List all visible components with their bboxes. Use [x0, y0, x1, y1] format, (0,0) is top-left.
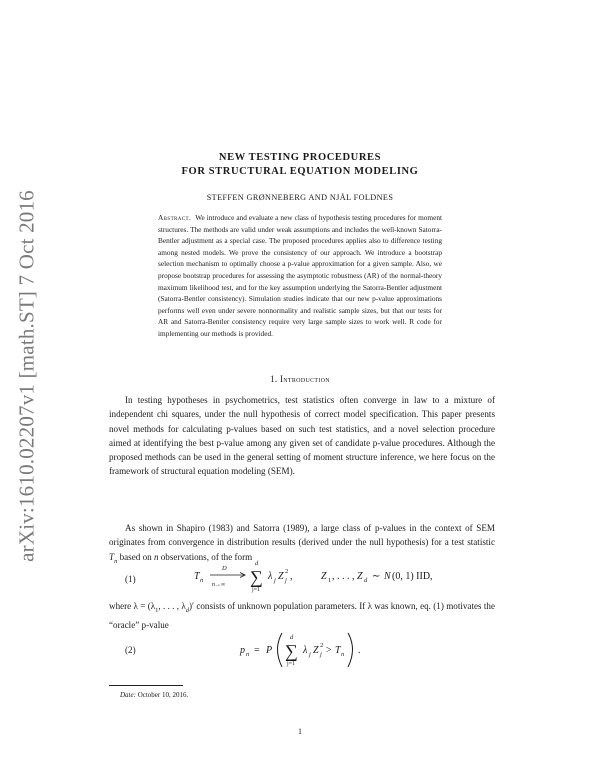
svg-text:N: N [384, 571, 391, 582]
svg-text:n: n [341, 651, 345, 658]
svg-text:n: n [246, 651, 250, 658]
paper-authors: STEFFEN GRØNNEBERG AND NJÅL FOLDNES [206, 193, 394, 202]
svg-text:Z: Z [313, 645, 319, 656]
intro-paragraph-2: As shown in Shapiro (1983) and Satorra (1989), a large class of p-values in the context of SEM originates from convergence in distribution results (derived under the null hypothesis) for a test statistic $T_n$ based on n observations, of the form [109, 523, 495, 565]
svg-text:λ: λ [303, 645, 308, 656]
equation-2-number: (2) [125, 645, 136, 655]
svg-text:d: d [364, 577, 368, 584]
footnote-text: October 10, 2016. [137, 691, 189, 699]
svg-text:n: n [200, 577, 204, 584]
svg-text:(0, 1) IID,: (0, 1) IID, [392, 571, 433, 582]
svg-text:T: T [335, 645, 341, 656]
svg-text:P: P [266, 645, 273, 656]
p2-text-c: observations, of the form [158, 551, 253, 562]
svg-text:j=1: j=1 [287, 661, 296, 667]
page-number: 1 [298, 727, 302, 736]
intro-paragraph-1: In testing hypotheses in psychometrics, test statistics often converge in law to a mixture of independent chi squares, under the null hypothesis of correct model specification. This paper presents novel methods for calculating p-values based on such test statistics, and a novel selection procedure aimed at identifying the best p-value among any given set of candidate p-value procedures. Although the proposed methods can be used in the general setting of moment structure inference, we here focus on the framework of structural equation modeling (SEM). [109, 395, 495, 477]
svg-text:, . . . ,: , . . . , [332, 571, 355, 582]
svg-text:.: . [358, 645, 361, 656]
svg-text:>: > [326, 645, 332, 656]
svg-text:∑: ∑ [285, 641, 298, 661]
svg-text:n→∞: n→∞ [212, 582, 226, 588]
p3-text-c: )′ consists of unknown population parameters. If λ was known, eq. (1) motivates the “oracle” p-value [109, 601, 495, 631]
svg-text:=: = [254, 645, 260, 656]
svg-text:Z: Z [321, 571, 327, 582]
svg-text:,: , [290, 571, 293, 582]
equation-1 [190, 558, 520, 598]
section-heading-introduction [0, 374, 600, 384]
arxiv-id: arXiv:1610.02207v1 [math.ST] 7 Oct 2016 [14, 190, 39, 562]
svg-text:j=1: j=1 [252, 587, 261, 593]
svg-text:j: j [309, 651, 311, 658]
equation-1-number: (1) [125, 574, 136, 584]
svg-text:∑: ∑ [250, 567, 263, 587]
section-number: 1. [270, 374, 278, 384]
intro-paragraph-3: where $\lambda = (\lambda_1$, . . . , $\lambda_d)'$ consists of unknown population parameters. If λ was known, eq. (1) motivates the “oracle” p-value [109, 601, 495, 631]
svg-text:2: 2 [320, 642, 324, 649]
paper-title-line-1: NEW TESTING PROCEDURES [218, 152, 382, 163]
svg-text:1: 1 [328, 577, 332, 584]
svg-text:D: D [222, 565, 227, 572]
svg-text:p: p [240, 645, 245, 656]
svg-text:d: d [255, 560, 259, 567]
footnote-date [120, 691, 188, 699]
svg-text:T: T [194, 571, 200, 582]
p3-text-a: where λ = (λ [109, 601, 156, 611]
footnote-rule [109, 685, 183, 686]
abstract-block [158, 212, 442, 340]
paper-title-line-2: FOR STRUCTURAL EQUATION MODELING [181, 166, 419, 177]
p2-text-a: As shown in Shapiro (1983) and Satorra (1989), a large class of p-values in the context of SEM originates from convergence in distribution results (derived under the null hypothesis) for a test statistic [109, 523, 495, 548]
footnote-label: Date: [120, 691, 136, 699]
svg-text:λ: λ [268, 571, 273, 582]
p2-text-b: based on [117, 551, 154, 562]
svg-text:2: 2 [285, 568, 289, 575]
abstract-text: We introduce and evaluate a new class of hypothesis testing procedures for moment structures. The methods are valid under weak assumptions and includes the well-known Satorra-Bentler adjustment as a special case. The proposed procedures applies also to difference testing among nested models. We prove the consistency of our approach. We introduce a bootstrap selection mechanism to optimally choose a p-value approximation for a given sample. Also, we propose bootstrap procedures for assessing the asymptotic robustness (AR) of the normal-theory maximum likelihood test, and for the key assumption underlying the Satorra-Bentler adjustment (Satorra-Bentler consistency). Simulation studies indicate that our new p-value approximations performs well even under severe nonnormality and realistic sample sizes, but that our tests for AR and Satorra-Bentler consistency require very large sample sizes to work well. R code for implementing our methods is provided. [158, 213, 442, 338]
svg-text:j: j [320, 651, 322, 658]
svg-text:∼: ∼ [372, 571, 381, 582]
svg-text:d: d [290, 634, 294, 641]
svg-text:j: j [274, 577, 276, 584]
equation-2 [238, 627, 378, 671]
p3-text-b: , . . . , λ [158, 601, 186, 611]
section-title: Introduction [279, 374, 330, 384]
abstract-label: Abstract. [158, 213, 192, 222]
svg-text:Z: Z [357, 571, 363, 582]
svg-text:Z: Z [278, 571, 284, 582]
svg-text:j: j [285, 577, 287, 584]
